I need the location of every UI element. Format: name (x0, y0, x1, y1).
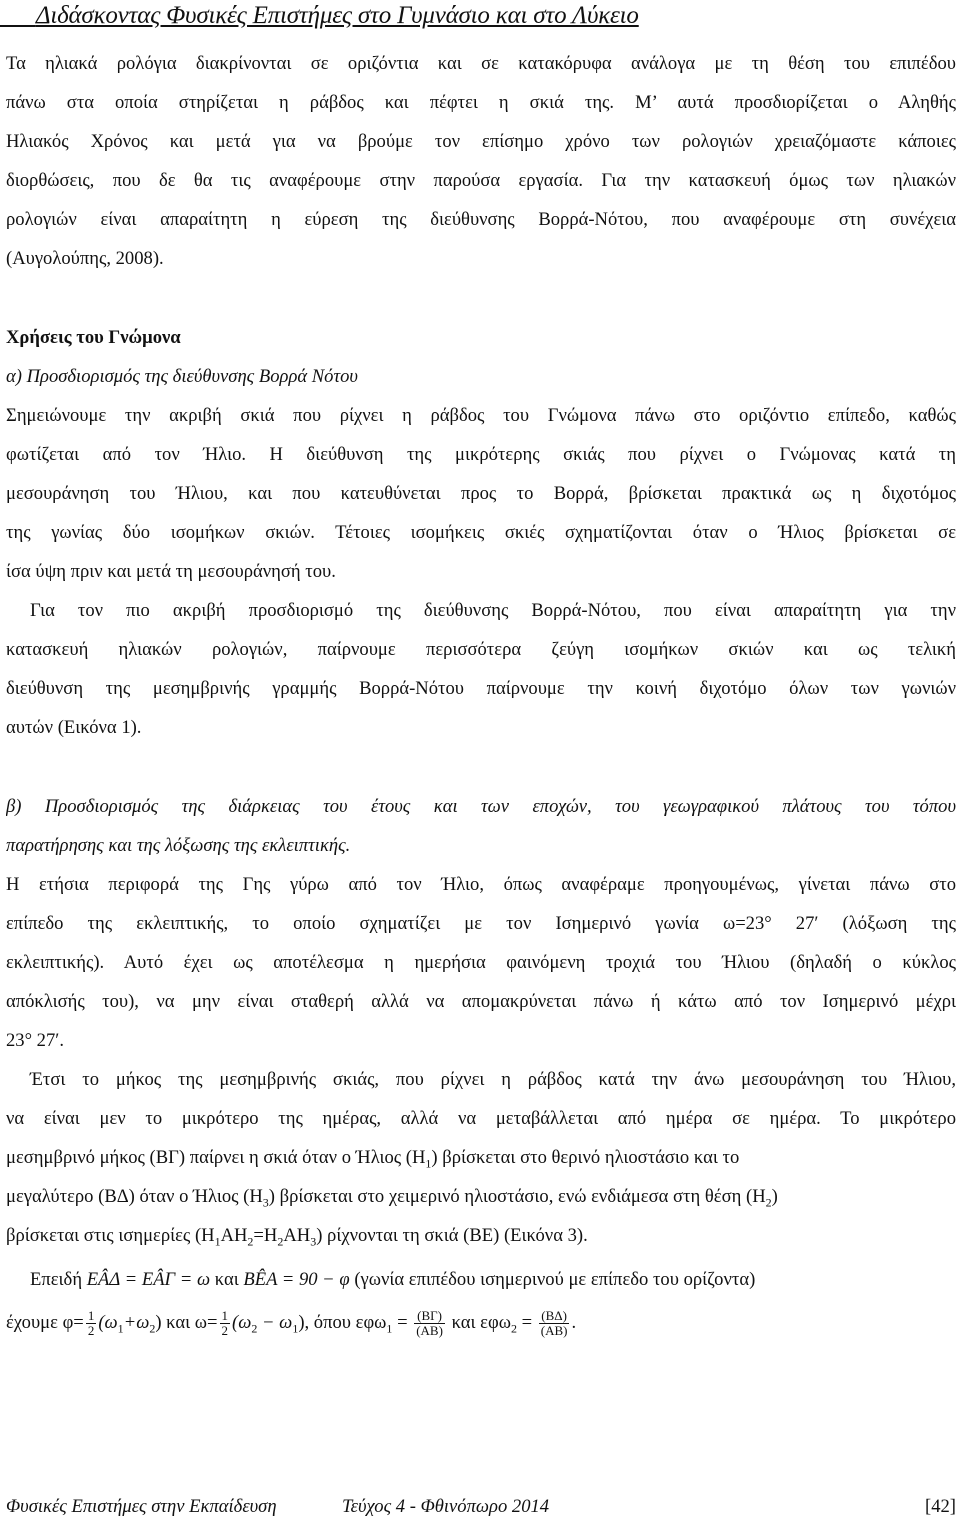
paragraph-line: να είναι μεν το μικρότερο της ημέρας, αλλά να μεταβάλλεται από ημέρα σε ημέρα. Το μικρότερο (6, 1108, 956, 1129)
paragraph-line: Έτσι το μήκος της μεσημβρινής σκιάς, που ρίχνει η ράβδος κατά την άνω μεσουράνηση του Ήλιου, (30, 1069, 956, 1090)
footer-journal: Φυσικές Επιστήμες στην Εκπαίδευση (6, 1496, 277, 1517)
section-heading: Χρήσεις του Γνώμονα (6, 327, 181, 348)
paragraph-line: βρίσκεται στις ισημερίες $(H_1AH_2=H_2AH_3)$ ρίχνονται τη σκιά (ΒΕ) (Εικόνα 3). (6, 1225, 588, 1249)
paragraph-line: ίσα ύψη πριν και μετά τη μεσουράνησή του. (6, 561, 336, 582)
subsection-heading: β) Προσδιορισμός της διάρκειας του έτους και των εποχών, του γεωγραφικού πλάτους του τόπου (6, 796, 956, 817)
paragraph-line: επίπεδο της εκλειπτικής, το οποίο σχηματίζει με τον Ισημερινό γωνία ω=23° 27′ (λόξωση της (6, 913, 956, 934)
paragraph-line: πάνω στα οποία στηρίζεται η ράβδος και πέφτει η σκιά της. Μ’ αυτά προσδιορίζεται ο Αληθής (6, 92, 956, 113)
fraction: $\frac{(B\Gamma)}{(AB)}$ (416, 1308, 443, 1339)
paragraph-line: απόκλισής του), να μην είναι σταθερή αλλά να απομακρύνεται πάνω ή κάτω από τον Ισημερινό μέχρι (6, 991, 956, 1012)
paragraph-line: μεσημβρινό μήκος (ΒΓ) παίρνει η σκιά όταν ο Ήλιος $(H_1)$ βρίσκεται στο θερινό ηλιοστάσιο και το (6, 1147, 740, 1171)
page-footer (6, 1496, 956, 1522)
paragraph-line: ρολογιών είναι απαραίτητη η εύρεση της διεύθυνσης Βορρά-Νότου, που αναφέρουμε στη συνέχεια (6, 209, 956, 230)
footer-issue: Τεύχος 4 - Φθινόπωρο 2014 (342, 1496, 550, 1517)
paragraph-line: φωτίζεται από τον Ήλιο. Η διεύθυνση της μικρότερης σκιάς που ρίχνει ο Γνώμονας κατά τη (6, 444, 956, 465)
paragraph-line: διορθώσεις, που δε θα τις αναφέρουμε στην παρούσα εργασία. Για την κατασκευή όμως των ηλιακών (6, 170, 956, 191)
paragraph-line: εκλειπτικής). Αυτό έχει ως αποτέλεσμα η ημερήσια φαινόμενη τροχιά του Ήλιου (δηλαδή ο κύκλος (6, 952, 956, 973)
fraction: $\frac{1}{2}$ (221, 1308, 228, 1339)
paragraph-line: κατασκευή ηλιακών ρολογιών, παίρνουμε περισσότερα ζεύγη ισομήκων σκιών και ως τελική (6, 639, 956, 660)
paragraph-line: αυτών (Εικόνα 1). (6, 717, 142, 738)
angle-equation: ΕÂΔ = ΕÂΓ = ω (86, 1269, 211, 1290)
subsection-heading: παρατήρησης και της λόξωσης της εκλειπτικής. (6, 835, 351, 856)
paragraph-line: μεσουράνηση του Ήλιου, και που κατευθύνεται προς το Βορρά, βρίσκεται πρακτικά ως η διχοτόμος (6, 483, 956, 504)
fraction: $\frac{(B\Delta)}{(AB)}$ (540, 1308, 568, 1339)
formula-line: Επειδή ΕÂΔ = ΕÂΓ = ω και BÊA = 90 − φ (γωνία επιπέδου ισημερινού με επίπεδο του ορίζοντα) (30, 1269, 756, 1290)
page-number: [42] (925, 1496, 956, 1517)
formula-line: έχουμε φ= $\frac{1}{2}$ $(\omega_1+\omega_2)$ και ω= $\frac{1}{2}$ $(\omega_2 - \omega_1)$, όπου εφω$_1$ = $\frac{(B\Gamma)}{(AB)}$ και εφω$_2$ = $\frac{(B\Delta)}{(AB)}$ . (6, 1308, 577, 1339)
paragraph-line: (Αυγολούπης, 2008). (6, 248, 164, 269)
paragraph-line: Για τον πιο ακριβή προσδιορισμό της διεύθυνσης Βορρά-Νότου, που είναι απαραίτητη για την (30, 600, 956, 621)
paragraph-line: διεύθυνση της μεσημβρινής γραμμής Βορρά-Νότου παίρνουμε την κοινή διχοτόμο όλων των γωνιών (6, 678, 956, 699)
paragraph-line: Η ετήσια περιφορά της Γης γύρω από τον Ήλιο, όπως αναφέραμε προηγουμένως, γίνεται πάνω στο (6, 874, 956, 895)
paragraph-line: της γωνίας δύο ισομήκων σκιών. Τέτοιες ισομήκεις σκιές σχηματίζονται όταν ο Ήλιος βρίσκεται σε (6, 522, 956, 543)
paragraph-line: Τα ηλιακά ρολόγια διακρίνονται σε οριζόντια και σε κατακόρυφα ανάλογα με τη θέση του επιπέδου (6, 53, 956, 74)
fraction: $\frac{1}{2}$ (87, 1308, 95, 1339)
subsection-heading: α) Προσδιορισμός της διεύθυνσης Βορρά Νότου (6, 366, 358, 387)
header-title: Διδάσκοντας Φυσικές Επιστήμες στο Γυμνάσιο και στο Λύκειο (35, 2, 639, 29)
paragraph-line: 23° 27′. (6, 1030, 64, 1051)
paragraph-line: μεγαλύτερο (ΒΔ) όταν ο Ήλιος $(H_3)$ βρίσκεται στο χειμερινό ηλιοστάσιο, ενώ ενδιάμεσα στη θέση $(H_2)$ (6, 1186, 778, 1210)
paragraph-line: Σημειώνουμε την ακριβή σκιά που ρίχνει η ράβδος του Γνώμονα πάνω στο οριζόντιο επίπεδο, καθώς (6, 405, 956, 426)
running-header (0, 2, 960, 38)
angle-equation: BÊA = 90 − φ (243, 1269, 350, 1290)
paragraph-line: Ηλιακός Χρόνος και μετά για να βρούμε τον επίσημο χρόνο των ρολογιών χρειαζόμαστε κάποιες (6, 131, 956, 152)
